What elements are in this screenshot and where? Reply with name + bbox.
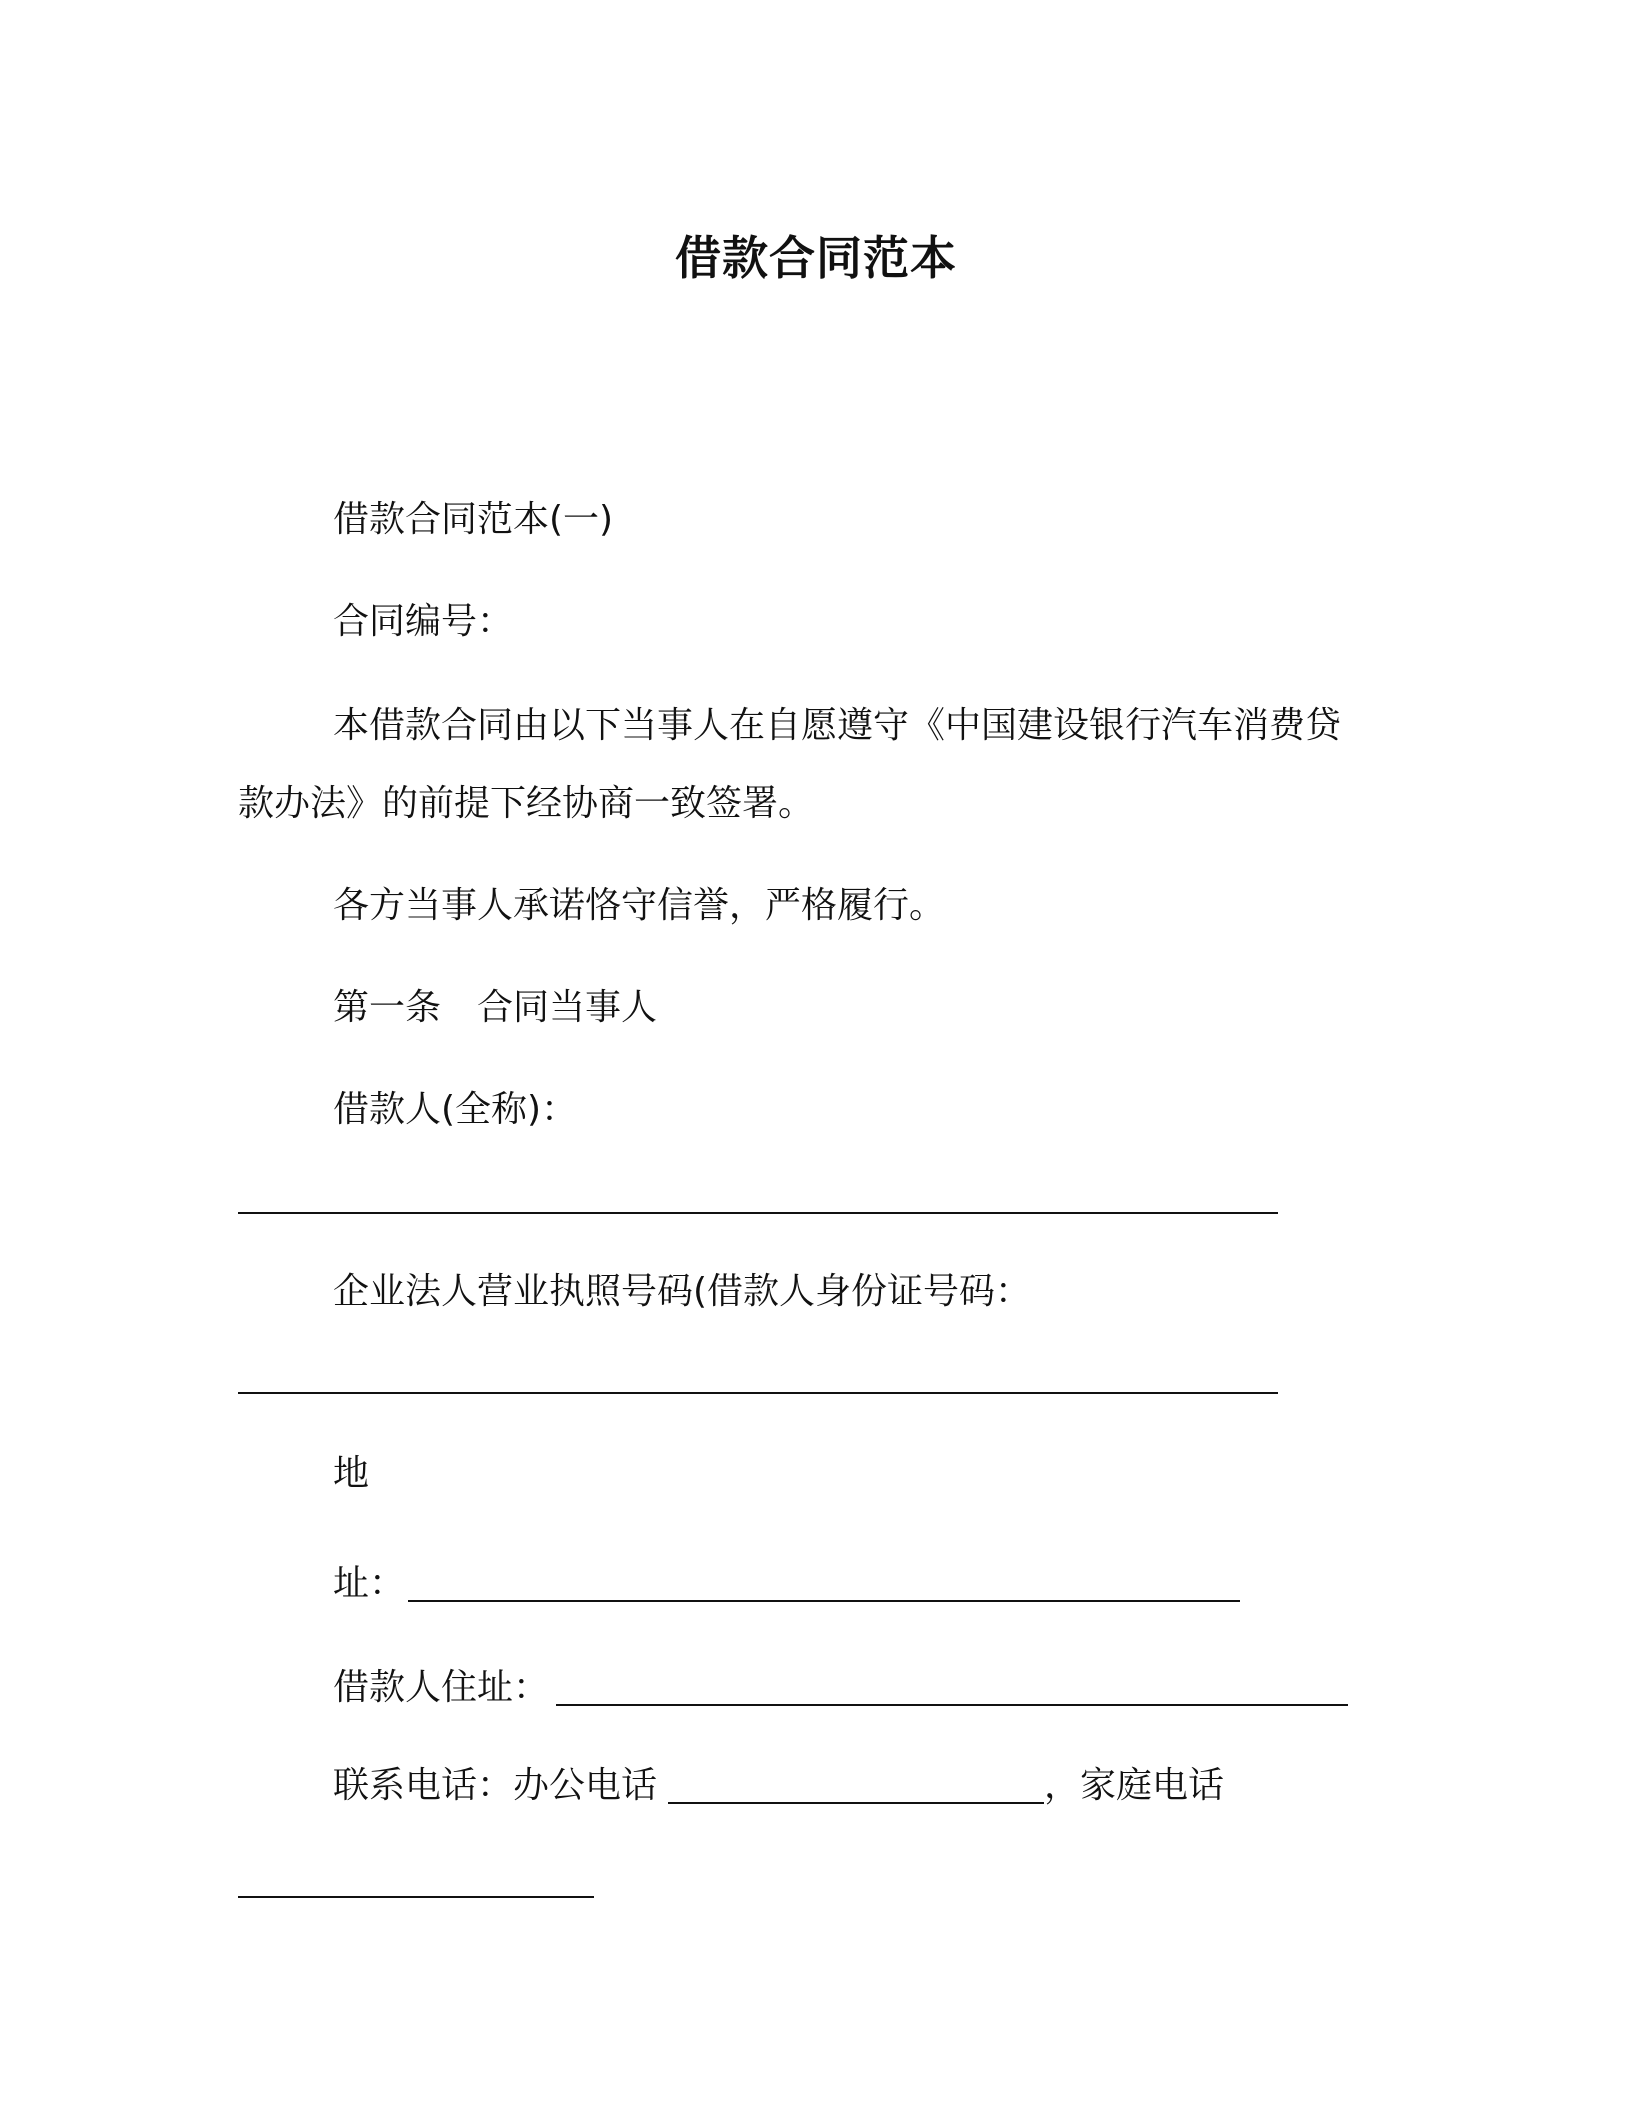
residence-label: 借款人住址： xyxy=(333,1667,550,1708)
intro-paragraph-line-1: 本借款合同由以下当事人在自愿遵守《中国建设银行汽车消费贷 xyxy=(333,705,1342,746)
home-phone-blank xyxy=(238,1896,594,1898)
address-label-part-2: 址： xyxy=(333,1563,406,1604)
document-title: 借款合同范本 xyxy=(675,231,957,285)
license-number-blank xyxy=(238,1392,1278,1394)
address-label-part-1: 地 xyxy=(333,1453,370,1494)
office-phone-blank xyxy=(668,1802,1044,1804)
address-blank xyxy=(408,1600,1240,1602)
license-number-label: 企业法人营业执照号码(借款人身份证号码： xyxy=(333,1271,1032,1312)
subtitle: 借款合同范本(一) xyxy=(333,499,614,540)
article-1-heading: 第一条 合同当事人 xyxy=(333,987,658,1028)
phone-label: 联系电话：办公电话 xyxy=(333,1765,658,1806)
promise-paragraph: 各方当事人承诺恪守信誉，严格履行。 xyxy=(333,885,946,926)
borrower-name-label: 借款人(全称)： xyxy=(333,1089,578,1130)
contract-number-label: 合同编号： xyxy=(333,601,514,642)
home-phone-label: ，家庭电话 xyxy=(1044,1765,1225,1806)
residence-blank xyxy=(556,1704,1348,1706)
borrower-name-blank xyxy=(238,1212,1278,1214)
intro-paragraph-line-2: 款办法》的前提下经协商一致签署。 xyxy=(238,783,815,824)
